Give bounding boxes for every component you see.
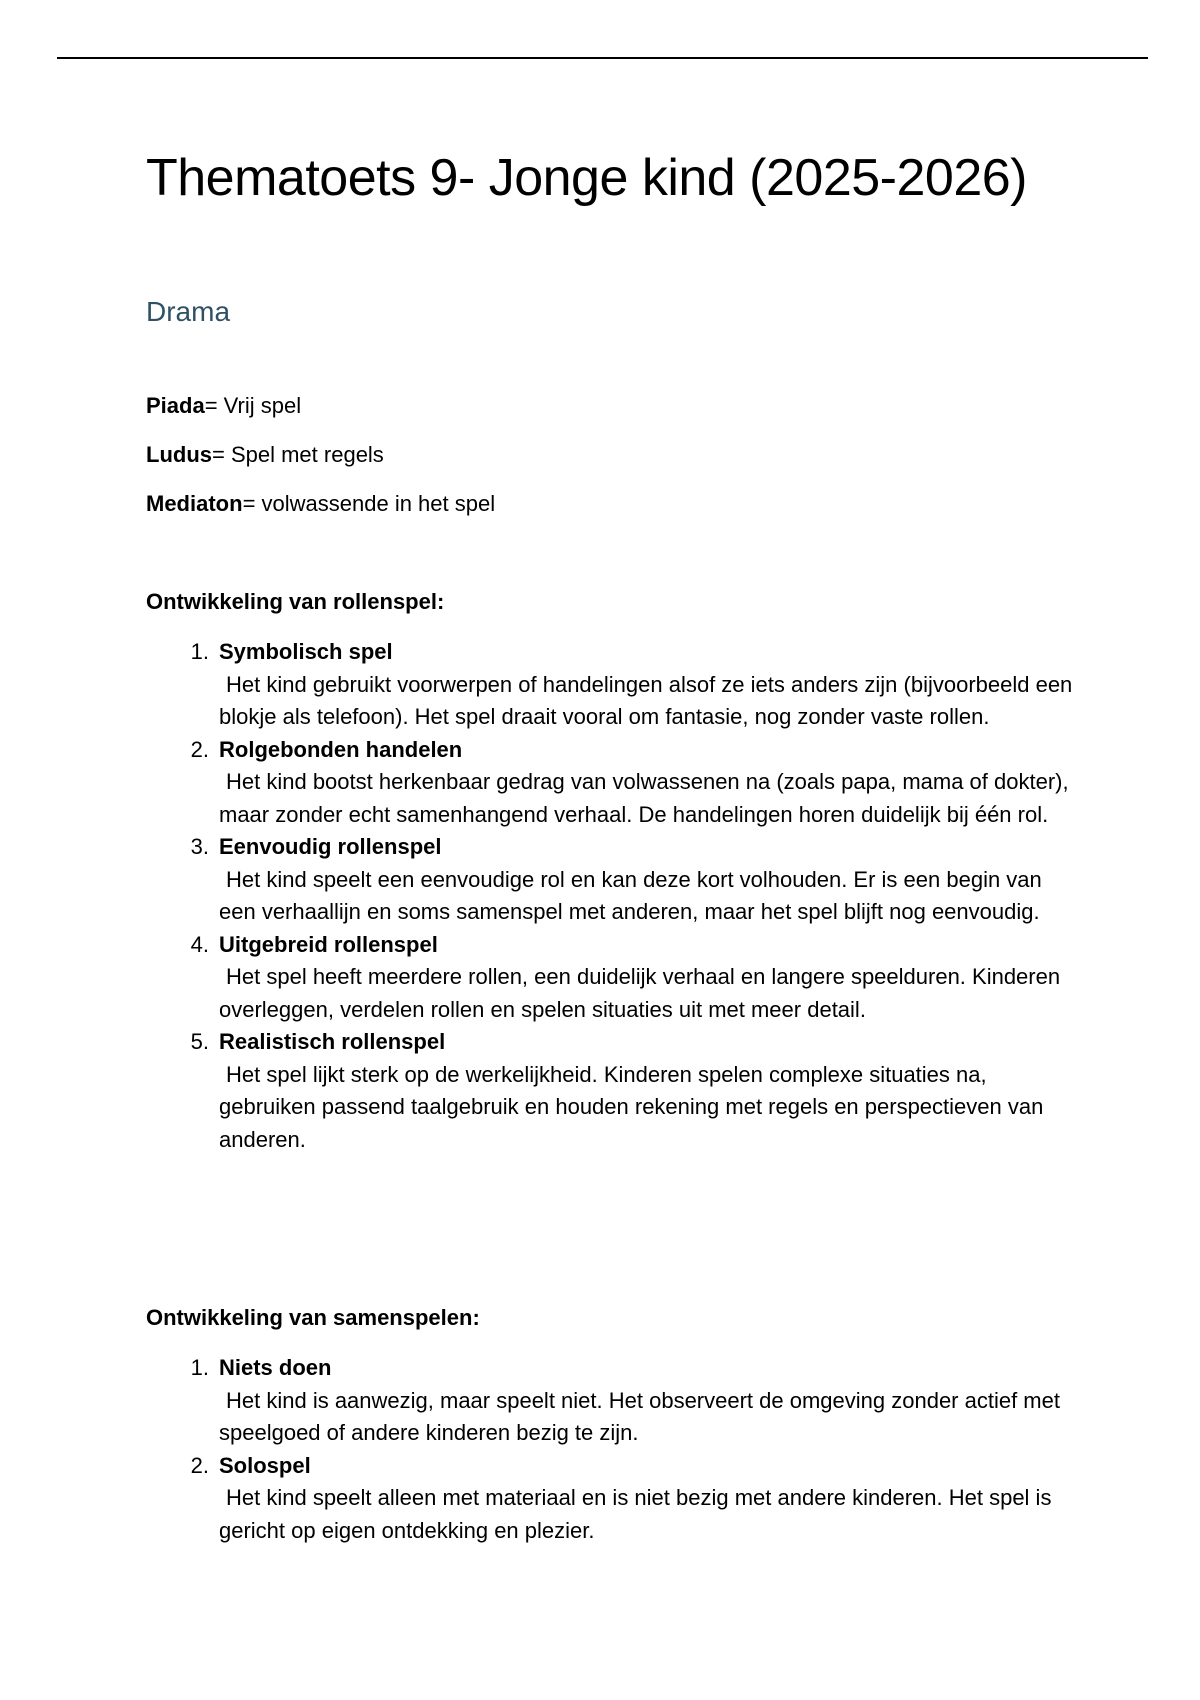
document-title: Thematoets 9- Jonge kind (2025-2026)	[146, 149, 1027, 207]
definition-item	[146, 491, 495, 540]
samenspelen-list	[190, 1352, 1079, 1547]
rollenspel-heading: Ontwikkeling van rollenspel:	[146, 589, 445, 614]
list-number: 2.	[190, 736, 209, 762]
list-item-title: Solospel	[219, 1452, 311, 1478]
list-item-title: Uitgebreid rollenspel	[219, 931, 438, 957]
definition-item	[146, 393, 495, 442]
list-item	[190, 734, 1079, 832]
list-item-description: Het kind gebruikt voorwerpen of handelingen alsof ze iets anders zijn (bijvoorbeeld een blokje als telefoon). Het spel draait vooral om fantasie, nog zonder vaste rollen.	[219, 671, 1073, 729]
list-item-description: Het kind bootst herkenbaar gedrag van volwassenen na (zoals papa, mama of dokter), maar zonder echt samenhangend verhaal. De handelingen horen duidelijk bij één rol.	[219, 769, 1069, 827]
list-item-description: Het kind is aanwezig, maar speelt niet. Het observeert de omgeving zonder actief met speelgoed of andere kinderen bezig te zijn.	[219, 1387, 1060, 1445]
list-item-title: Niets doen	[219, 1355, 332, 1380]
definition-term: Mediaton	[146, 491, 243, 516]
list-number: 4.	[190, 931, 209, 957]
list-item-title: Symbolisch spel	[219, 639, 393, 664]
list-item	[190, 831, 1079, 929]
list-item	[190, 1026, 1079, 1156]
definition-text: = volwassende in het spel	[242, 491, 496, 516]
definition-text: = Spel met regels	[212, 442, 384, 467]
definition-term: Ludus	[146, 442, 212, 467]
list-item-title: Realistisch rollenspel	[219, 1029, 446, 1054]
list-number: 1.	[190, 639, 209, 664]
list-number: 1.	[190, 1355, 209, 1380]
list-number: 2.	[190, 1452, 209, 1478]
top-divider	[57, 57, 1148, 59]
samenspelen-heading: Ontwikkeling van samenspelen:	[146, 1305, 480, 1330]
list-item-description: Het kind speelt alleen met materiaal en is niet bezig met andere kinderen. Het spel is gericht op eigen ontdekking en plezier.	[219, 1485, 1052, 1543]
definition-list	[146, 393, 495, 540]
rollenspel-list	[190, 636, 1079, 1156]
list-item-description: Het spel lijkt sterk op de werkelijkheid. Kinderen spelen complexe situaties na, gebruiken passend taalgebruik en houden rekening met regels en perspectieven van anderen.	[219, 1061, 1044, 1152]
definition-text: = Vrij spel	[204, 393, 302, 418]
definition-item	[146, 442, 495, 491]
list-item	[190, 636, 1079, 734]
list-item-description: Het spel heeft meerdere rollen, een duidelijk verhaal en langere speelduren. Kinderen overleggen, verdelen rollen en spelen situaties uit met meer detail.	[219, 964, 1061, 1022]
list-number: 5.	[190, 1029, 209, 1054]
list-item	[190, 1352, 1079, 1450]
list-item-description: Het kind speelt een eenvoudige rol en kan deze kort volhouden. Er is een begin van een verhaallijn en soms samenspel met anderen, maar het spel blijft nog eenvoudig.	[219, 866, 1042, 924]
list-item-title: Rolgebonden handelen	[219, 736, 463, 762]
list-item-title: Eenvoudig rollenspel	[219, 834, 442, 859]
list-item	[190, 1450, 1079, 1548]
definition-term: Piada	[146, 393, 205, 418]
list-number: 3.	[190, 834, 209, 859]
list-item	[190, 929, 1079, 1027]
section-heading-drama: Drama	[146, 296, 231, 327]
